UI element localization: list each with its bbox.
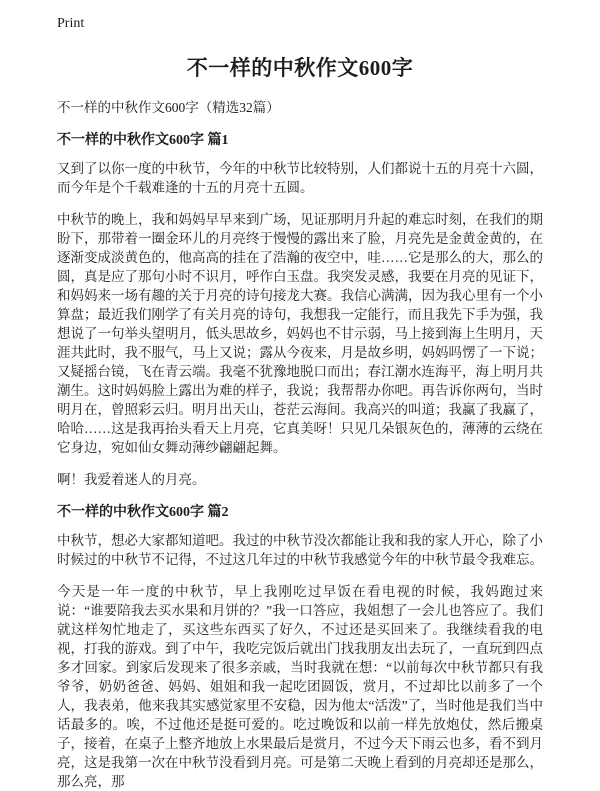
section-1-paragraph-3: 啊！我爱着迷人的月亮。: [57, 472, 206, 487]
section-1-heading: 不一样的中秋作文600字 篇1: [57, 133, 229, 148]
page-title: 不一样的中秋作文600字: [186, 56, 414, 80]
section-1-paragraph-1: 又到了以你一度的中秋节，今年的中秋节比较特别，人们都说十五的月亮十六圆，而今年是个千载难逢的十五的月亮十五圆。: [57, 161, 543, 195]
section-2-paragraph-2: 今天是一年一度的中秋节，早上我刚吃过早饭在看电视的时候，我妈跑过来说：“谁要陪我去买水果和月饼的？”我一口答应，我姐想了一会儿也答应了。我们就这样匆忙地走了，买这些东西买了好久，不过还是买回来了。我继续看我的电视，打我的游戏。到了中午，我吃完饭后就出门找我朋友出去玩了，一直玩到四点多才回家。到家后发现来了很多亲戚，当时我就在想：“以前每次中秋节都只有我爷爷，奶奶爸爸、妈妈、姐姐和我一起吃团圆饭，赏月，不过却比以前多了一个人，我表弟，他来我其实感觉家里不安稳，因为他太“活泼”了，当时他是我们当中话最多的。唉，不过他还是挺可爱的。吃过晚饭和以前一样先放炮仗，然后搬桌子，接着，在桌子上整齐地放上水果最后是赏月，不过今天下雨云也多，看不到月亮，这是我第一次在中秋节没看到月亮。可是第二天晚上看到的月亮却还是那么，那么亮，那: [57, 584, 543, 789]
print-button[interactable]: Print: [57, 16, 85, 31]
section-1-paragraph-2: 中秋节的晚上，我和妈妈早早来到广场，见证那明月升起的难忘时刻，在我们的期盼下，那带着一圈金环儿的月亮终于慢慢的露出来了脸，月亮先是金黄金黄的，在逐渐变成淡黄色的，他高高的挂在了浩瀚的夜空中，哇……它是那么的大，那么的圆，真是应了那句小时不识月，呼作白玉盘。我突发灵感，我要在月亮的见证下，和妈妈来一场有趣的关于月亮的诗句接龙大赛。我信心满满，因为我心里有一个小算盘；最近我们刚学了有关月亮的诗句，我想我一定能行，而且我先下手为强，我想说了一句举头望明月，低头思故乡，妈妈也不甘示弱，马上接到海上生明月，天涯共此时，我不服气，马上又说；露从今夜来，月是故乡明，妈妈吗愣了一下说；又疑摇台镜，飞在青云端。我毫不犹豫地脱口而出；春江潮水连海平，海上明月共潮生。这时妈妈脸上露出为难的样子，我说；我帮帮办你吧。再告诉你两句，当时明月在，曾照彩云归。明月出天山，苍茫云海间。我高兴的叫道；我赢了我赢了，哈哈……这是我再抬头看天上月亮，它真美呀！只见几朵银灰色的，薄薄的云绕在它身边，宛如仙女舞动薄纱翩翩起舞。: [57, 212, 543, 455]
section-2-paragraph-1: 中秋节，想必大家都知道吧。我过的中秋节没次都能让我和我的家人开心，除了小时候过的中秋节不记得，不过这几年过的中秋节我感觉今年的中秋节最令我难忘。: [57, 533, 543, 567]
section-2-heading: 不一样的中秋作文600字 篇2: [57, 505, 229, 520]
document-subtitle: 不一样的中秋作文600字（精选32篇）: [57, 100, 280, 115]
